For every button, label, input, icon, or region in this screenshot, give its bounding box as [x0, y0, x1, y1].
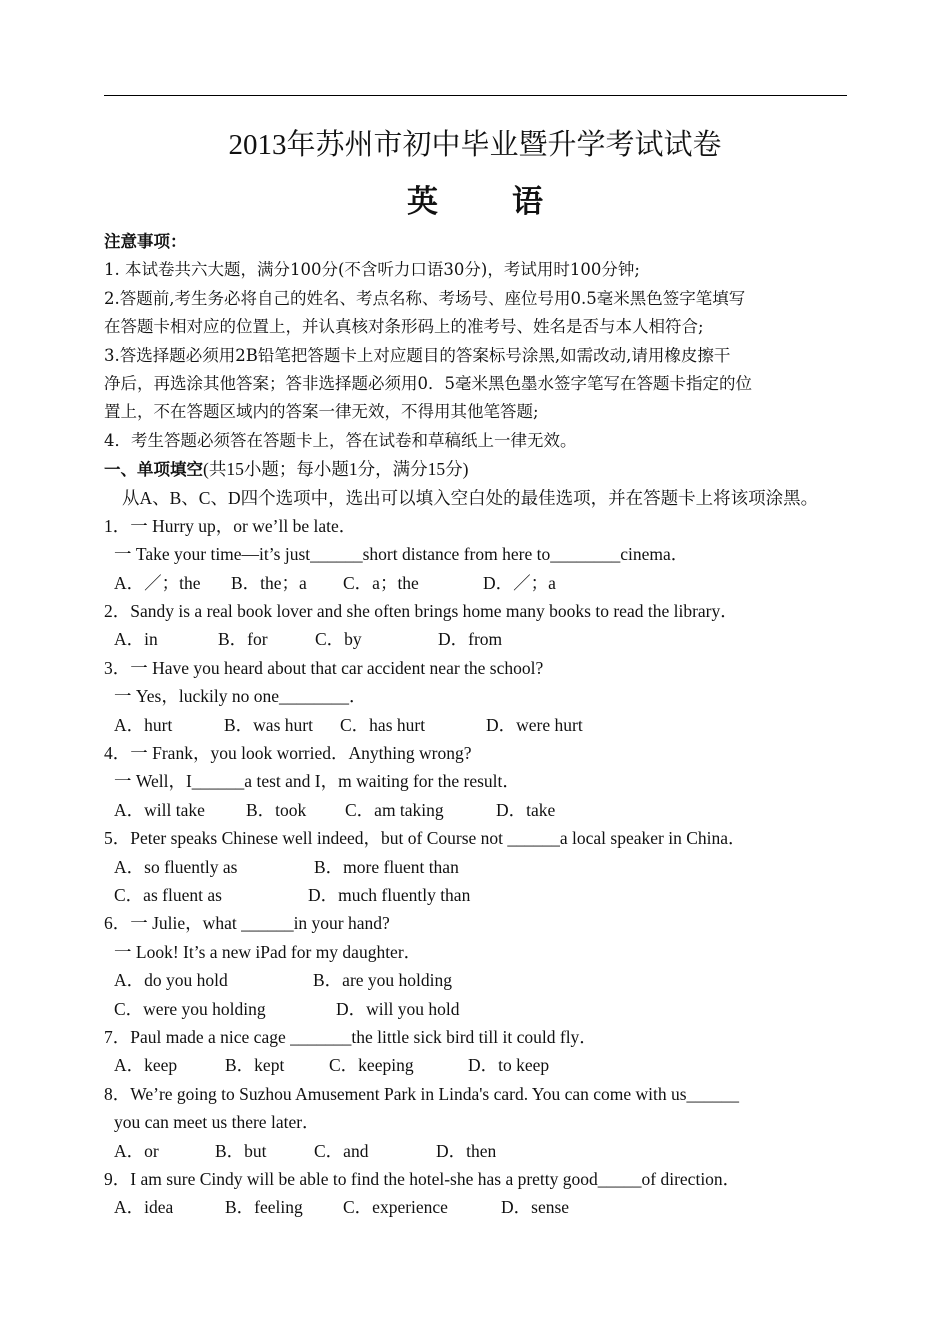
option-b: B．feeling	[225, 1197, 303, 1218]
answer-options	[104, 625, 849, 653]
answer-options	[104, 881, 849, 909]
question-stem: 6．一 Julie，what ______in your hand?	[104, 913, 390, 934]
section-heading	[104, 455, 849, 483]
answer-options	[104, 569, 849, 597]
answer-options	[104, 1193, 849, 1221]
question-stem-reply: 一 Look! It’s a new iPad for my daughter．	[114, 941, 422, 962]
question-stem-reply: 一 Yes，luckily no one________．	[114, 686, 367, 707]
option-a: A．in	[114, 629, 158, 650]
option-a: A．do you hold	[114, 970, 228, 991]
option-a: A．keep	[114, 1055, 178, 1076]
option-c: C．am taking	[345, 799, 444, 820]
question-stem: 1．一 Hurry up，or we’ll be late．	[104, 515, 357, 536]
option-d: D．／；a	[483, 572, 556, 593]
notice-line: 2.答题前,考生务必将自己的姓名、考点名称、考场号、座位号用0.5毫米黑色签字笔填写	[104, 288, 746, 308]
option-d: D．sense	[501, 1197, 570, 1218]
notice-line: 3.答选择题必须用2B铅笔把答题卡上对应题目的答案标号涂黑,如需改动,请用橡皮擦干	[104, 345, 731, 365]
question-stem: 3．一 Have you heard about that car accident near the school?	[104, 657, 544, 678]
question-stem-reply: 一 Take your time—it’s just______short distance from here to________cinema．	[114, 544, 689, 565]
question-stem: 7．Paul made a nice cage _______the little sick bird till it could fly．	[104, 1026, 597, 1047]
subject-title	[0, 183, 950, 221]
option-d: D．to keep	[468, 1055, 550, 1076]
option-b: B．more fluent than	[314, 856, 459, 877]
answer-options	[104, 796, 849, 824]
question-stem-continued: you can meet us there later．	[114, 1112, 320, 1133]
section-instruction: 从A、B、C、D四个选项中，选出可以填入空白处的最佳选项，并在答题卡上将该项涂黑。	[122, 487, 819, 508]
option-c: C．a；the	[343, 572, 419, 593]
option-d: D．take	[496, 799, 556, 820]
option-c: C．and	[314, 1140, 369, 1161]
option-b: B．are you holding	[313, 970, 453, 991]
subject-char-1: 英	[407, 184, 438, 220]
exam-body	[104, 228, 849, 1222]
exam-title: 2013年苏州市初中毕业暨升学考试试卷	[228, 129, 722, 161]
option-c: C．has hurt	[340, 714, 426, 735]
subject-char-2: 语	[512, 184, 543, 220]
answer-options	[104, 1051, 849, 1079]
notice-heading: 注意事项：	[104, 232, 187, 251]
section-heading-rest: (共15小题；每小题1分，满分15分)	[203, 459, 469, 480]
question-stem: 8．We’re going to Suzhou Amusement Park in Linda's card. You can come with us______	[104, 1083, 740, 1104]
notice-line: 置上，不在答题区域内的答案一律无效，不得用其他笔答题;	[104, 402, 539, 422]
option-b: B．kept	[225, 1055, 285, 1076]
option-b: B．the；a	[231, 572, 307, 593]
option-d: D．then	[436, 1140, 497, 1161]
notice-line: 在答题卡相对应的位置上，并认真核对条形码上的准考号、姓名是否与本人相符合;	[104, 317, 704, 337]
answer-options	[104, 853, 849, 881]
notice-line: 4．考生答题必须答在答题卡上，答在试卷和草稿纸上一律无效。	[104, 430, 577, 450]
answer-options	[104, 966, 849, 994]
question-stem: 5．Peter speaks Chinese well indeed，but of Course not ______a local speaker in China．	[104, 828, 746, 849]
answer-options	[104, 995, 849, 1023]
option-a: A．／；the	[114, 572, 201, 593]
option-a: A．will take	[114, 799, 205, 820]
notice-line: 1. 本试卷共六大题，满分100分(不含听力口语30分)，考试用时100分钟;	[104, 260, 640, 280]
option-c: C．as fluent as	[114, 884, 222, 905]
section-heading-bold: 一、单项填空	[104, 460, 203, 480]
question-stem: 4．一 Frank，you look worried．Anything wrong?	[104, 743, 472, 764]
option-d: D．were hurt	[486, 714, 583, 735]
option-d: D．will you hold	[336, 998, 460, 1019]
option-a: A．idea	[114, 1197, 174, 1218]
option-b: B．but	[215, 1140, 267, 1161]
answer-options	[104, 1137, 849, 1165]
option-d: D．from	[438, 629, 503, 650]
option-a: A．so fluently as	[114, 856, 238, 877]
option-b: B．for	[218, 629, 268, 650]
option-c: C．by	[315, 629, 362, 650]
option-c: C．were you holding	[114, 998, 266, 1019]
question-stem-reply: 一 Well，I______a test and I，m waiting for the result．	[114, 771, 520, 792]
option-b: B．was hurt	[224, 714, 313, 735]
answer-options	[104, 711, 849, 739]
option-a: A．or	[114, 1140, 159, 1161]
option-c: C．keeping	[329, 1055, 414, 1076]
question-stem: 9．I am sure Cindy will be able to find the hotel-she has a pretty good_____of direction．	[104, 1168, 741, 1189]
option-c: C．experience	[343, 1197, 448, 1218]
option-d: D．much fluently than	[308, 884, 471, 905]
notice-line: 净后，再选涂其他答案；答非选择题必须用0．5毫米黑色墨水签字笔写在答题卡指定的位	[104, 373, 752, 393]
question-stem: 2．Sandy is a real book lover and she often brings home many books to read the library．	[104, 601, 738, 622]
option-b: B．took	[246, 799, 307, 820]
top-rule	[104, 95, 847, 96]
option-a: A．hurt	[114, 714, 173, 735]
